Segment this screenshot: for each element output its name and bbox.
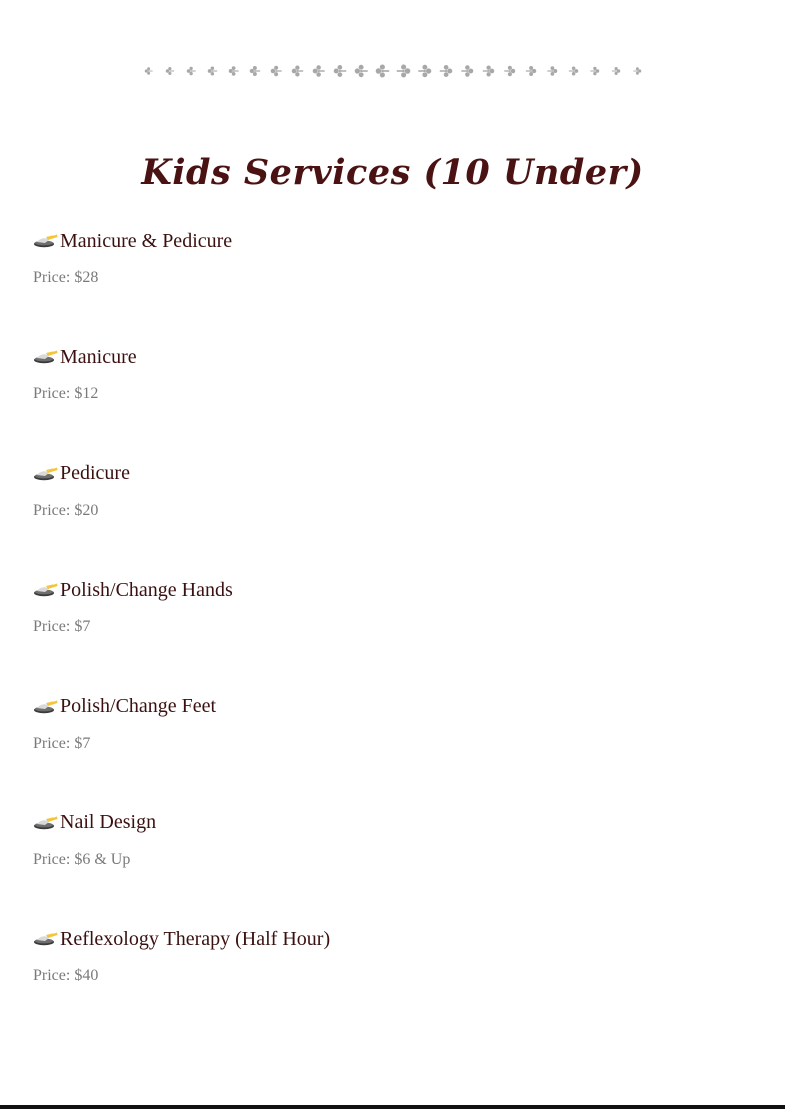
service-name: Nail Design — [60, 811, 157, 834]
service-price — [33, 385, 98, 403]
service-name: Manicure & Pedicure — [60, 229, 233, 252]
service-price — [33, 967, 98, 985]
service-item — [33, 924, 753, 1040]
service-heading — [33, 342, 753, 372]
fleur-ornament-icon — [568, 67, 577, 76]
page-title: Kids Services (10 Under) — [141, 152, 644, 193]
fleur-ornament-icon — [396, 65, 410, 78]
fleur-ornament-icon — [144, 67, 152, 75]
price-label: Price: — [33, 385, 71, 403]
nail-polish-icon — [33, 349, 59, 365]
fleur-ornament-icon — [547, 66, 557, 75]
fleur-ornament-icon — [354, 65, 367, 77]
fleur-ornament-icon — [525, 66, 535, 76]
service-item — [33, 342, 753, 458]
nail-polish-icon — [33, 466, 59, 482]
service-price — [33, 735, 90, 753]
fleur-ornament-icon — [633, 67, 641, 75]
price-value: $6 & Up — [74, 850, 131, 868]
fleur-ornament-icon — [207, 67, 216, 76]
price-value: $20 — [74, 501, 99, 519]
service-heading — [33, 226, 753, 256]
nail-polish-icon — [33, 931, 59, 947]
price-value: $7 — [74, 734, 91, 752]
fleur-ornament-icon — [165, 67, 173, 75]
fleur-ornament-icon — [590, 67, 599, 75]
service-heading — [33, 808, 753, 838]
service-name: Reflexology Therapy (Half Hour) — [60, 927, 331, 950]
service-price — [33, 269, 98, 287]
service-item — [33, 808, 753, 924]
service-item — [33, 226, 753, 342]
service-name: Manicure — [60, 345, 137, 368]
fleur-ornament-icon — [270, 66, 281, 76]
price-label: Price: — [33, 269, 71, 286]
fleur-ornament-icon — [312, 65, 324, 76]
service-item — [33, 575, 753, 691]
fleur-ornament-icon — [482, 66, 493, 77]
service-heading — [33, 575, 753, 605]
fleur-ornament-icon — [418, 65, 431, 77]
nail-polish-icon — [33, 699, 59, 715]
service-item — [33, 692, 753, 808]
price-label: Price: — [33, 967, 71, 985]
fleur-ornament-icon — [138, 60, 648, 82]
price-value: $12 — [74, 385, 99, 403]
service-price — [33, 851, 130, 869]
service-name: Pedicure — [60, 462, 130, 485]
fleur-ornament-icon — [375, 65, 389, 78]
service-list — [33, 226, 753, 1041]
ornamental-divider — [0, 60, 785, 82]
fleur-ornament-icon — [228, 66, 238, 75]
service-heading — [33, 692, 753, 722]
price-value: $28 — [74, 269, 99, 286]
service-price — [33, 618, 90, 636]
service-heading — [33, 924, 753, 954]
price-label: Price: — [33, 618, 71, 636]
nail-polish-icon — [33, 815, 59, 831]
service-price — [33, 502, 98, 520]
price-label: Price: — [33, 734, 71, 752]
fleur-ornament-icon — [333, 65, 346, 77]
service-item — [33, 459, 753, 575]
fleur-ornament-icon — [504, 66, 515, 76]
service-name: Polish/Change Feet — [60, 695, 217, 718]
fleur-ornament-icon — [186, 67, 195, 75]
fleur-ornament-icon — [611, 67, 619, 75]
fleur-ornament-icon — [291, 66, 302, 77]
nail-polish-icon — [33, 582, 59, 598]
price-label: Price: — [33, 850, 71, 868]
price-value: $40 — [74, 967, 99, 985]
service-name: Polish/Change Hands — [60, 578, 233, 601]
nail-polish-icon — [33, 233, 59, 249]
fleur-ornament-icon — [439, 65, 452, 77]
price-value: $7 — [74, 618, 91, 636]
price-label: Price: — [33, 501, 71, 519]
bottom-border — [0, 1105, 785, 1109]
fleur-ornament-icon — [461, 65, 473, 76]
fleur-ornament-icon — [249, 66, 259, 76]
service-heading — [33, 459, 753, 489]
